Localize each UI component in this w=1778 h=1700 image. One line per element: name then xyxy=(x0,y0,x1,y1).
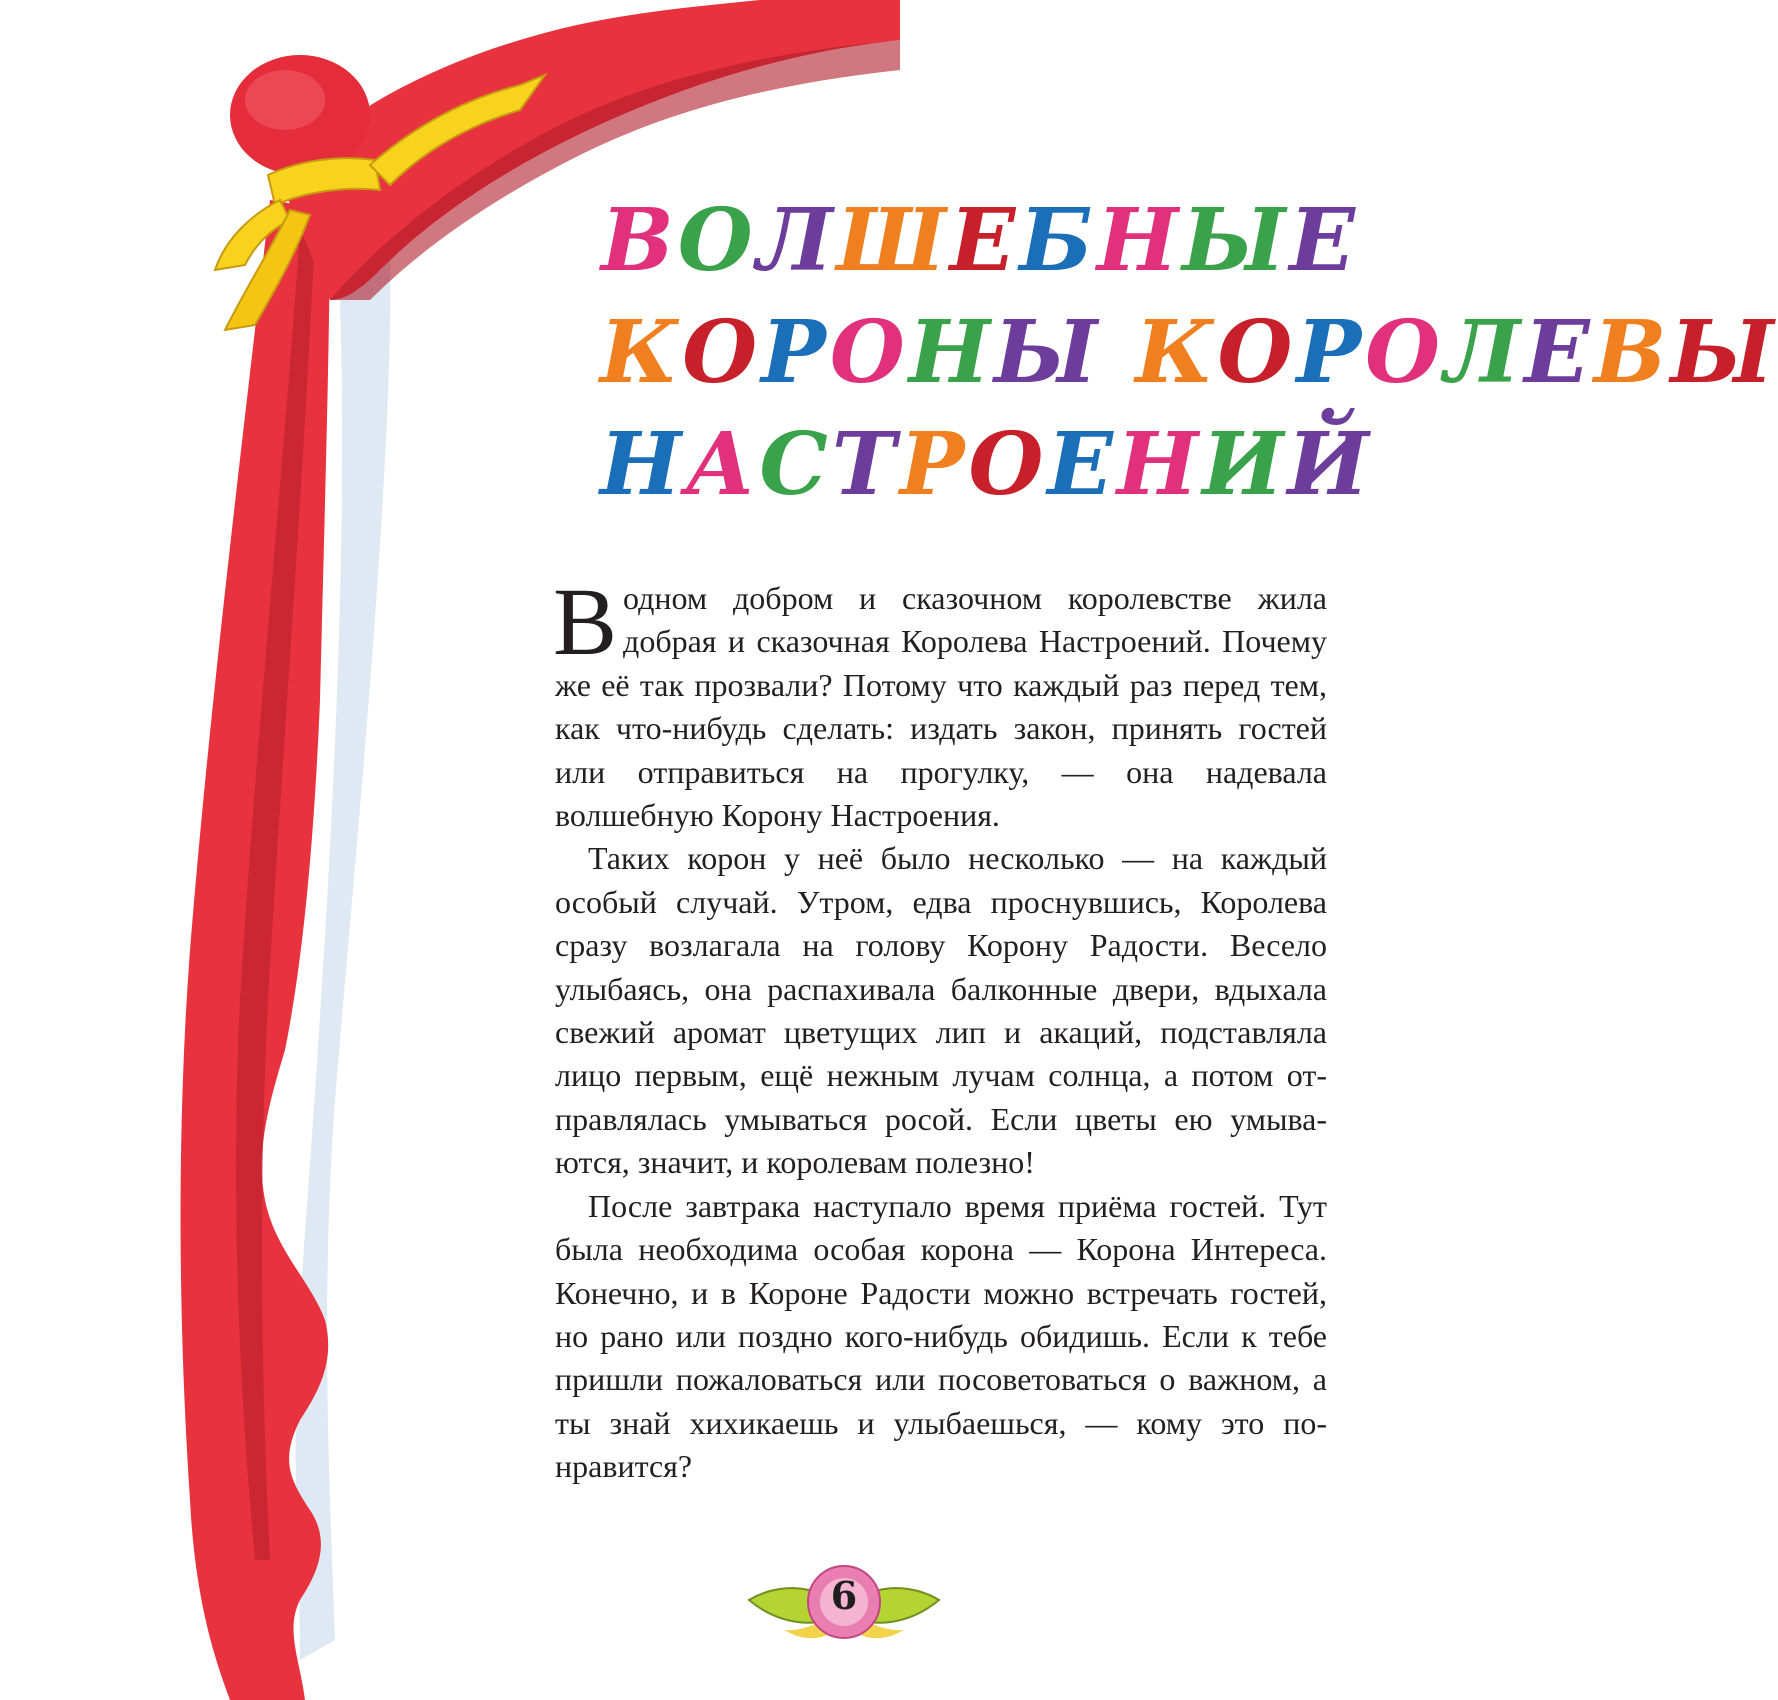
title-letter: Е xyxy=(1047,414,1117,515)
title-letter: Н xyxy=(908,302,995,403)
title-letter: В xyxy=(1593,302,1671,403)
title-letter: Й xyxy=(1287,414,1373,515)
title-letter: Р xyxy=(761,302,830,403)
title-letter: Л xyxy=(756,190,837,291)
title-letter: Ы xyxy=(1670,302,1778,403)
title-letter: С xyxy=(759,414,832,515)
title-letter: Е xyxy=(1524,302,1594,403)
title-letter: Л xyxy=(1444,302,1525,403)
title-letter: О xyxy=(677,190,757,291)
title-letter xyxy=(1101,297,1135,409)
page-number: 6 xyxy=(830,1573,858,1618)
title-letter: Ы xyxy=(994,302,1102,403)
title-letter: Т xyxy=(831,414,900,515)
title-letter: Н xyxy=(600,414,686,515)
title-letter: О xyxy=(968,414,1048,515)
title-letter: К xyxy=(1135,302,1218,403)
title-letter: И xyxy=(1202,414,1288,515)
chapter-title xyxy=(600,185,1778,521)
title-line xyxy=(600,185,1360,297)
title-line xyxy=(600,297,1778,409)
title-letter: О xyxy=(1365,302,1445,403)
title-letter: Ш xyxy=(836,190,950,291)
story-body xyxy=(553,568,1327,1489)
title-letter: Ы xyxy=(1182,190,1290,291)
title-letter: В xyxy=(601,190,678,291)
title-letter: Р xyxy=(899,414,969,515)
title-letter: Н xyxy=(1096,190,1183,291)
title-line xyxy=(600,409,1373,521)
title-letter: К xyxy=(600,302,683,403)
drop-cap: В xyxy=(553,568,618,675)
title-letter: Е xyxy=(949,190,1020,291)
paragraph-text: одном добром и сказочном королевстве жила добрая и сказочная Королева Настроений. Почему же её так прозвали? Потому что каждый раз перед тем, как что-нибудь сделать: издать закон, принять гостей или отправиться на прогулку, — она надевала волшебную Корону Настроения. xyxy=(555,580,1327,834)
story-paragraph: Таких корон у неё было несколько — на каждый особый случай. Утром, едва проснувшись, Королева сразу возлагала на голову Корону Радости. Весело улыбаясь, она распахивала балконные двери, вдыхала свежий аромат цветущих лип и акаций, подставляла лицо первым, ещё нежным лучам солнца, а потом отправлялась умываться росой. Если цветы ею умываются, значит, и королевам полезно! xyxy=(555,840,1327,1181)
title-letter: О xyxy=(829,302,909,403)
title-letter: Е xyxy=(1289,190,1359,291)
title-letter: Р xyxy=(1296,302,1366,403)
title-letter: О xyxy=(682,302,762,403)
curtain-knot-highlight xyxy=(245,70,325,130)
title-letter: О xyxy=(1217,302,1297,403)
title-letter: А xyxy=(685,414,760,515)
title-letter: Н xyxy=(1116,414,1203,515)
story-paragraph: После завтрака наступало время приёма гостей. Тут была необходима особая корона — Корона Интереса. Конечно, и в Короне Радости можно встречать гостей, но рано или поздно кого-нибудь обидишь. Если к тебе пришли пожаловаться или посоветоваться о важном, а ты знай хихикаешь и улыбаешься, — кому это понравится? xyxy=(555,1187,1327,1485)
title-letter: Б xyxy=(1019,190,1097,291)
story-paragraph xyxy=(553,568,1327,837)
